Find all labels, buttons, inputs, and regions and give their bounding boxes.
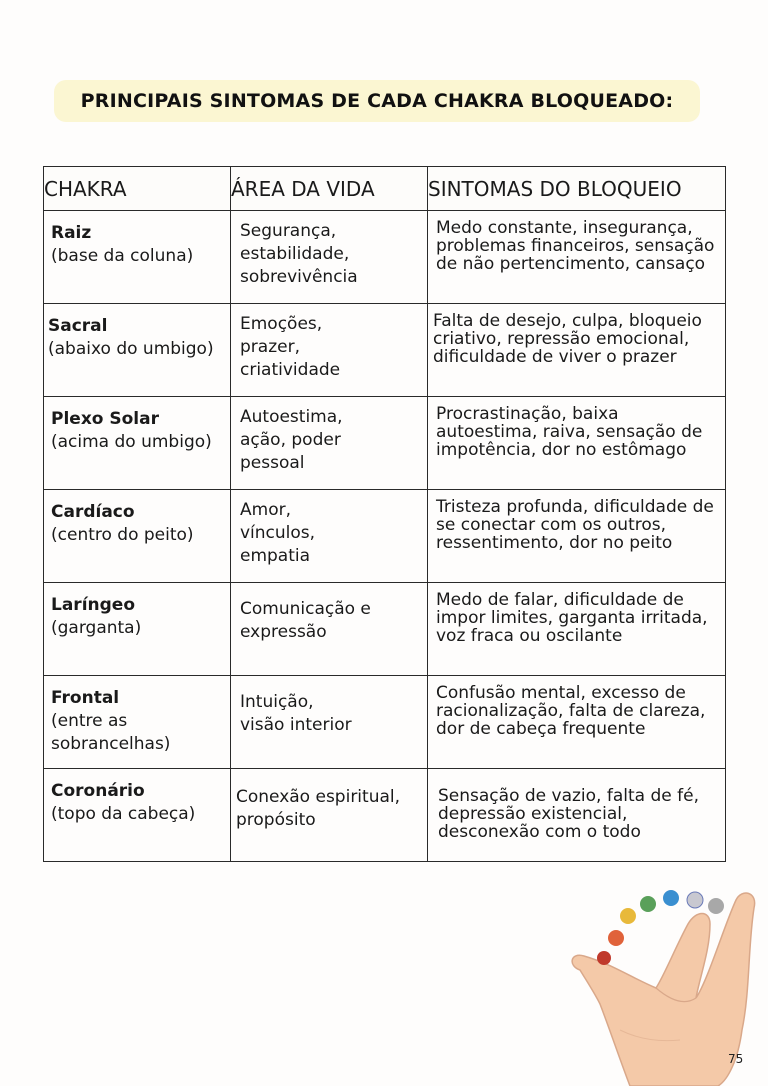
chakra-name: Plexo Solar [51,409,159,429]
solar-plexus-chakra-icon [620,908,636,924]
area-cell [231,769,428,862]
page-number: 75 [728,1052,744,1066]
life-area: Amor, vínculos, empatia [240,500,316,566]
symptoms-cell [428,397,726,490]
table-header-row [44,167,726,211]
chakra-name: Raiz [51,223,92,243]
chakra-location: (abaixo do umbigo) [48,339,214,359]
symptoms: Confusão mental, excesso de racionalização, falta de clareza, dor de cabeça frequente [436,683,706,739]
area-cell [231,397,428,490]
symptoms: Procrastinação, baixa autoestima, raiva, sensação de impotência, dor no estômago [436,404,703,460]
life-area: Emoções, prazer, criatividade [240,314,341,380]
chakra-cell [44,583,231,676]
page-title: PRINCIPAIS SINTOMAS DE CADA CHAKRA BLOQUEADO: [80,90,674,112]
area-cell [231,211,428,304]
life-area: Autoestima, ação, poder pessoal [240,407,343,473]
symptoms-cell [428,676,726,769]
title-banner [54,80,700,122]
table-row [44,769,726,862]
area-cell [231,490,428,583]
chakra-cell [44,490,231,583]
header-symptoms: SINTOMAS DO BLOQUEIO [428,167,726,211]
symptoms-cell [428,769,726,862]
chakra-cell [44,211,231,304]
symptoms: Falta de desejo, culpa, bloqueio criativo, repressão emocional, dificuldade de viver o prazer [433,311,702,367]
sacral-chakra-icon [608,930,624,946]
chakra-location: (centro do peito) [51,525,194,545]
symptoms-cell [428,583,726,676]
life-area: Intuição, visão interior [240,692,352,735]
header-chakra: CHAKRA [44,167,231,211]
chakra-location: (acima do umbigo) [51,432,212,452]
chakra-name: Sacral [48,316,108,336]
chakra-cell [44,769,231,862]
chakra-cell [44,304,231,397]
symptoms: Medo constante, insegurança, problemas financeiros, sensação de não pertencimento, cansaço [436,218,715,274]
crown-chakra-icon [708,898,724,914]
table-row [44,676,726,769]
life-area: Conexão espiritual, propósito [236,787,401,830]
life-area: Comunicação e expressão [240,599,371,642]
table-row [44,304,726,397]
symptoms-cell [428,211,726,304]
symptoms-cell [428,490,726,583]
chakra-location: (topo da cabeça) [51,804,196,824]
header-area: ÁREA DA VIDA [231,167,428,211]
throat-chakra-icon [663,890,679,906]
chakra-symptoms-table [43,166,726,862]
table-row [44,211,726,304]
chakra-cell [44,397,231,490]
symptoms: Sensação de vazio, falta de fé, depressão existencial, desconexão com o todo [438,786,699,842]
life-area: Segurança, estabilidade, sobrevivência [240,221,358,287]
chakra-name: Cardíaco [51,502,135,522]
chakra-location: (base da coluna) [51,246,194,266]
area-cell [231,583,428,676]
root-chakra-icon [597,951,611,965]
chakra-cell [44,676,231,769]
area-cell [231,304,428,397]
symptoms: Tristeza profunda, dificuldade de se conectar com os outros, ressentimento, dor no peito [436,497,714,553]
chakra-location: (garganta) [51,618,142,638]
chakra-name: Laríngeo [51,595,135,615]
area-cell [231,676,428,769]
table-row [44,397,726,490]
chakra-location: (entre as sobrancelhas) [51,711,171,754]
table-row [44,490,726,583]
symptoms-cell [428,304,726,397]
chakra-name: Coronário [51,781,145,801]
table-row [44,583,726,676]
chakra-name: Frontal [51,688,120,708]
heart-chakra-icon [640,896,656,912]
third-eye-chakra-icon [687,892,703,908]
symptoms: Medo de falar, dificuldade de impor limites, garganta irritada, voz fraca ou oscilante [436,590,708,646]
